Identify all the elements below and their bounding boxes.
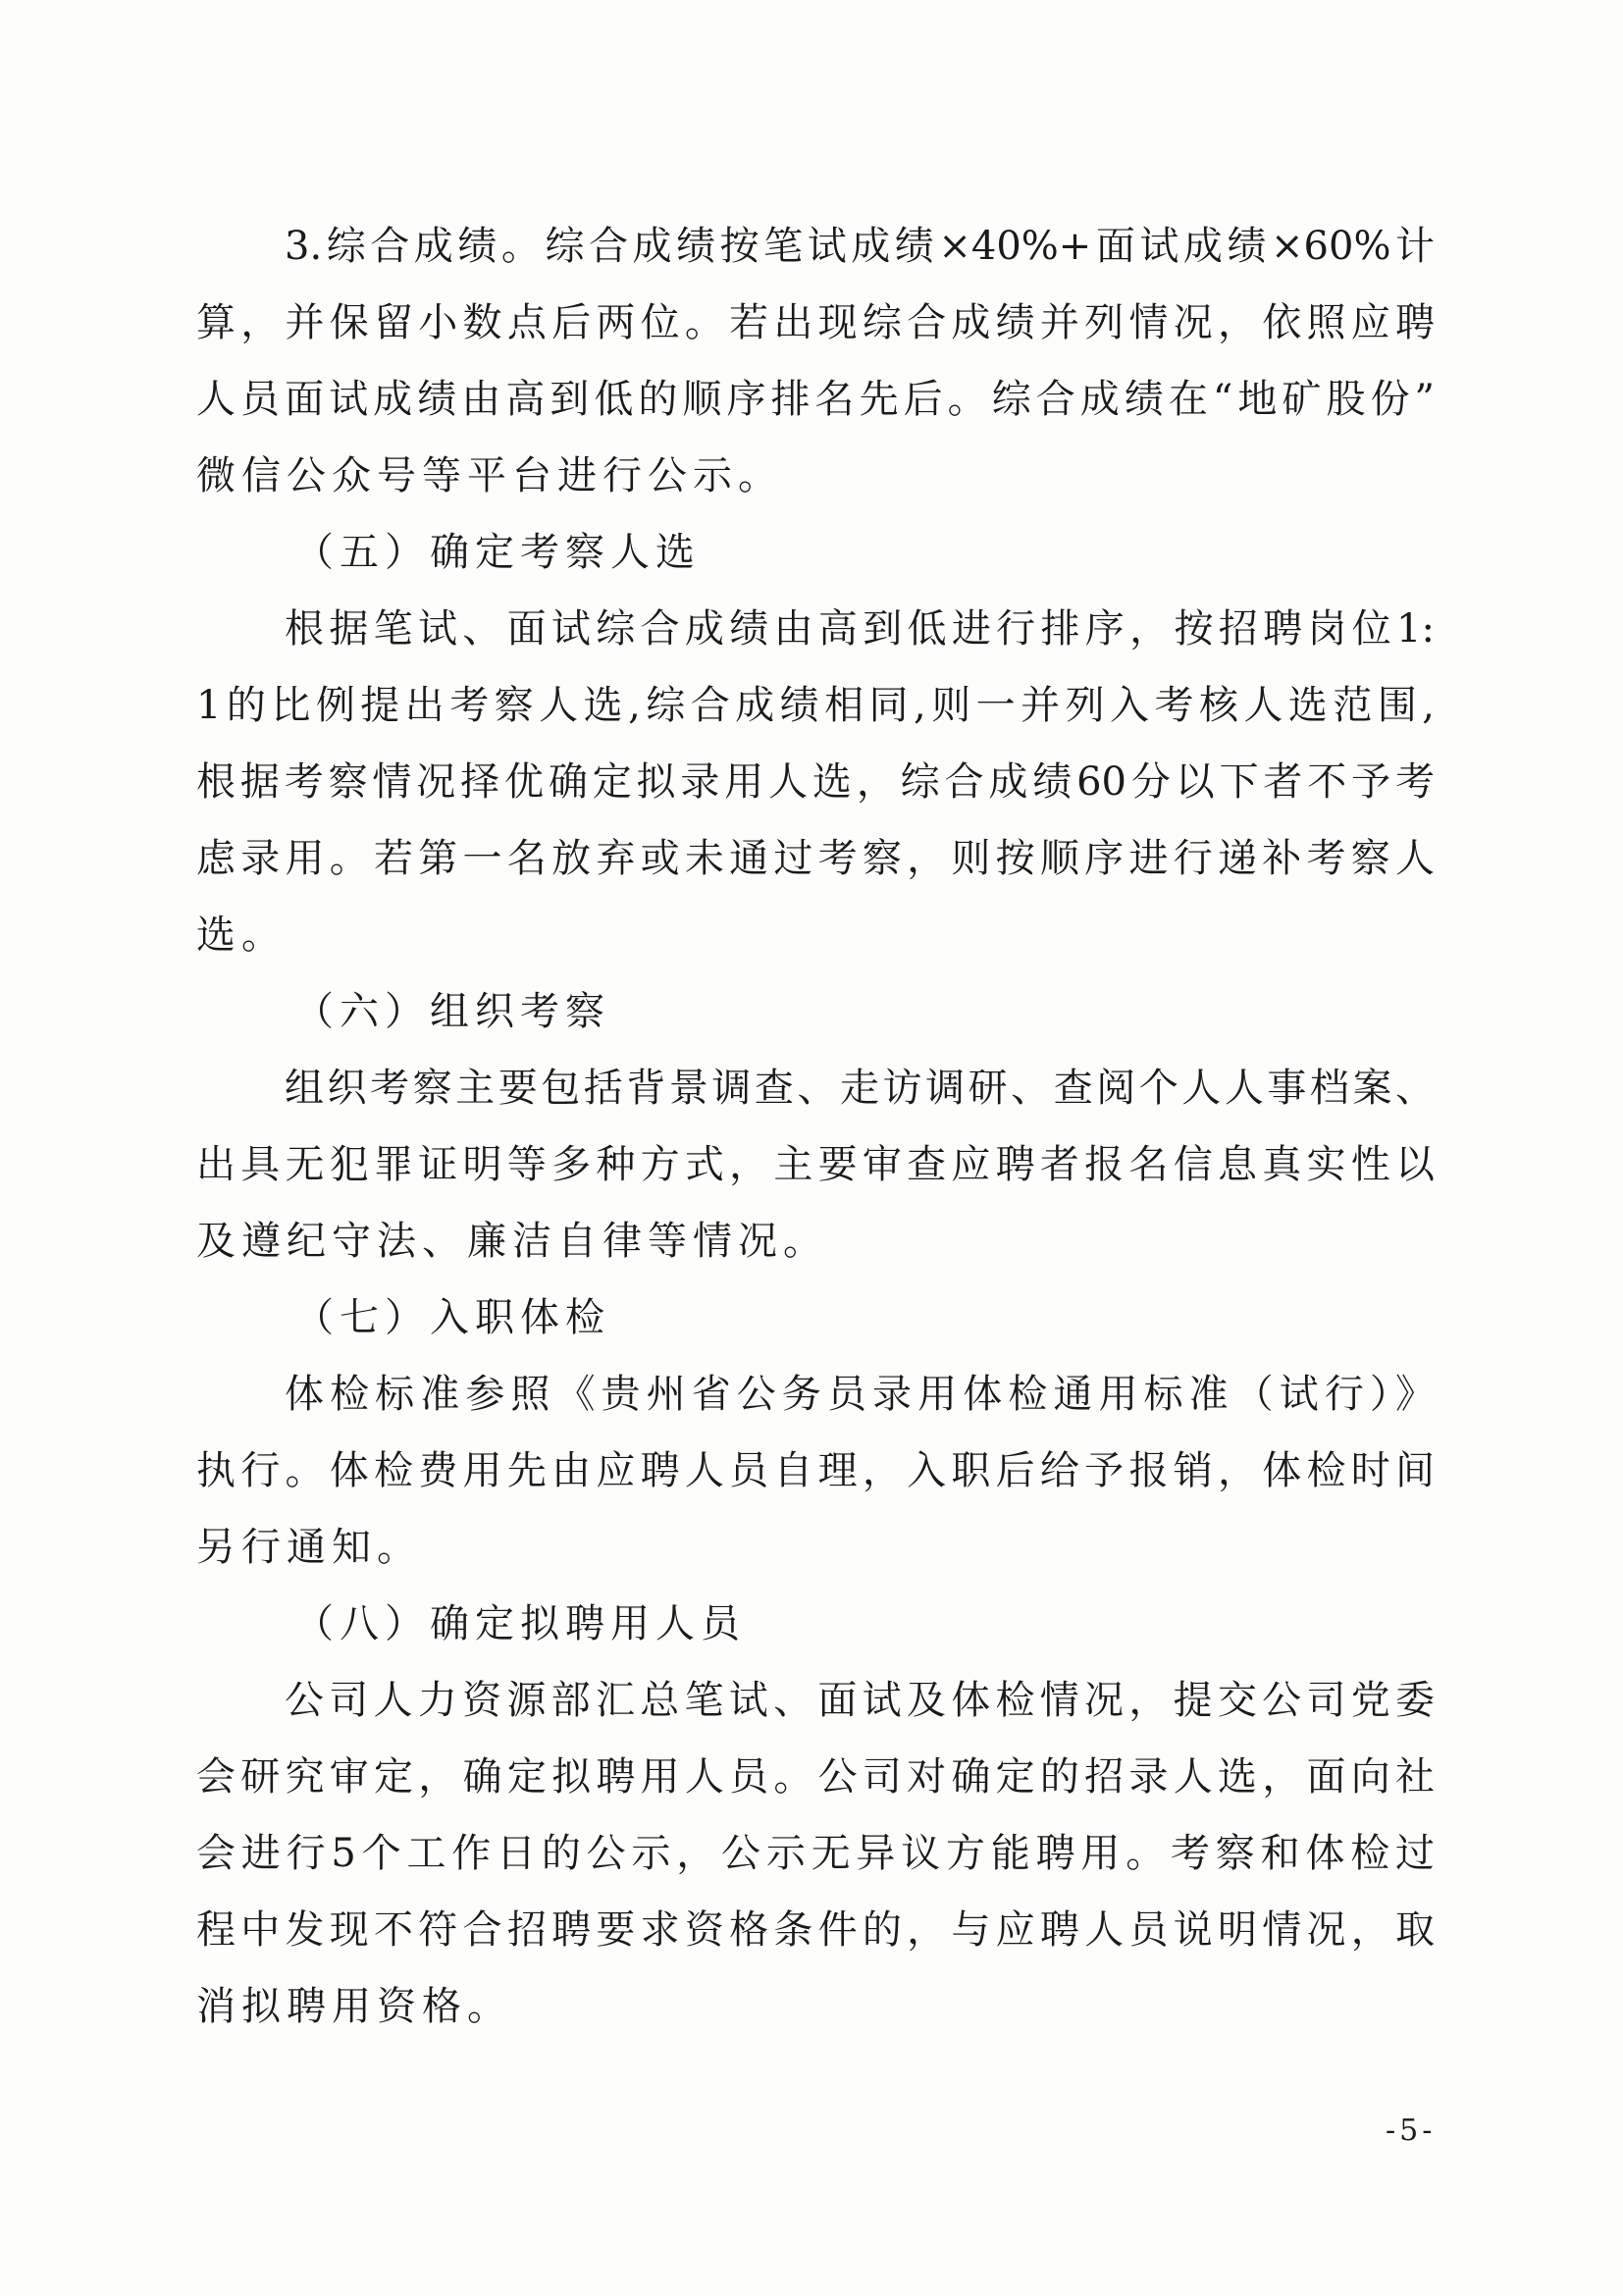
paragraph-line: 及遵纪守法、廉洁自律等情况。 — [196, 1219, 828, 1264]
paragraph-line: 会进行5个工作日的公示，公示无异议方能聘用。考察和体检过 — [196, 1831, 1435, 1876]
paragraph-line: 执行。体检费用先由应聘人员自理，入职后给予报销，体检时间 — [196, 1448, 1435, 1493]
section-heading: （七）入职体检 — [294, 1295, 610, 1340]
paragraph-line: 公司人力资源部汇总笔试、面试及体检情况，提交公司党委 — [285, 1678, 1435, 1723]
paragraph-line: 会研究审定，确定拟聘用人员。公司对确定的招录人选，面向社 — [196, 1754, 1435, 1800]
section-heading: （八）确定拟聘用人员 — [294, 1601, 746, 1646]
paragraph-line: 1的比例提出考察人选,综合成绩相同,则一并列入考核人选范围, — [196, 683, 1435, 728]
paragraph-line: 3.综合成绩。综合成绩按笔试成绩×40%+面试成绩×60%计 — [285, 224, 1435, 269]
paragraph-line: 出具无犯罪证明等多种方式，主要审查应聘者报名信息真实性以 — [196, 1142, 1435, 1187]
paragraph-line: 消拟聘用资格。 — [196, 1984, 512, 2029]
paragraph-line: 微信公众号等平台进行公示。 — [196, 453, 783, 498]
paragraph-line: 另行通知。 — [196, 1525, 422, 1570]
paragraph-line: 虑录用。若第一名放弃或未通过考察，则按顺序进行递补考察人 — [196, 836, 1435, 881]
paragraph-line: 体检标准参照《贵州省公务员录用体检通用标准（试行）》 — [285, 1372, 1435, 1417]
paragraph-line: 人员面试成绩由高到低的顺序排名先后。综合成绩在“地矿股份” — [196, 377, 1435, 422]
page-number: -5- — [1386, 2113, 1437, 2148]
paragraph-line: 根据考察情况择优确定拟录用人选，综合成绩60分以下者不予考 — [196, 759, 1435, 805]
paragraph-line: 组织考察主要包括背景调查、走访调研、查阅个人人事档案、 — [285, 1066, 1435, 1111]
paragraph-line: 算，并保留小数点后两位。若出现综合成绩并列情况，依照应聘 — [196, 300, 1435, 345]
paragraph-line: 根据笔试、面试综合成绩由高到低进行排序，按招聘岗位1: — [285, 606, 1435, 652]
paragraph-line: 选。 — [196, 913, 287, 958]
section-heading: （五）确定考察人选 — [294, 530, 701, 575]
section-heading: （六）组织考察 — [294, 989, 610, 1034]
paragraph-line: 程中发现不符合招聘要求资格条件的，与应聘人员说明情况，取 — [196, 1907, 1435, 1953]
document-body — [196, 208, 1435, 2045]
